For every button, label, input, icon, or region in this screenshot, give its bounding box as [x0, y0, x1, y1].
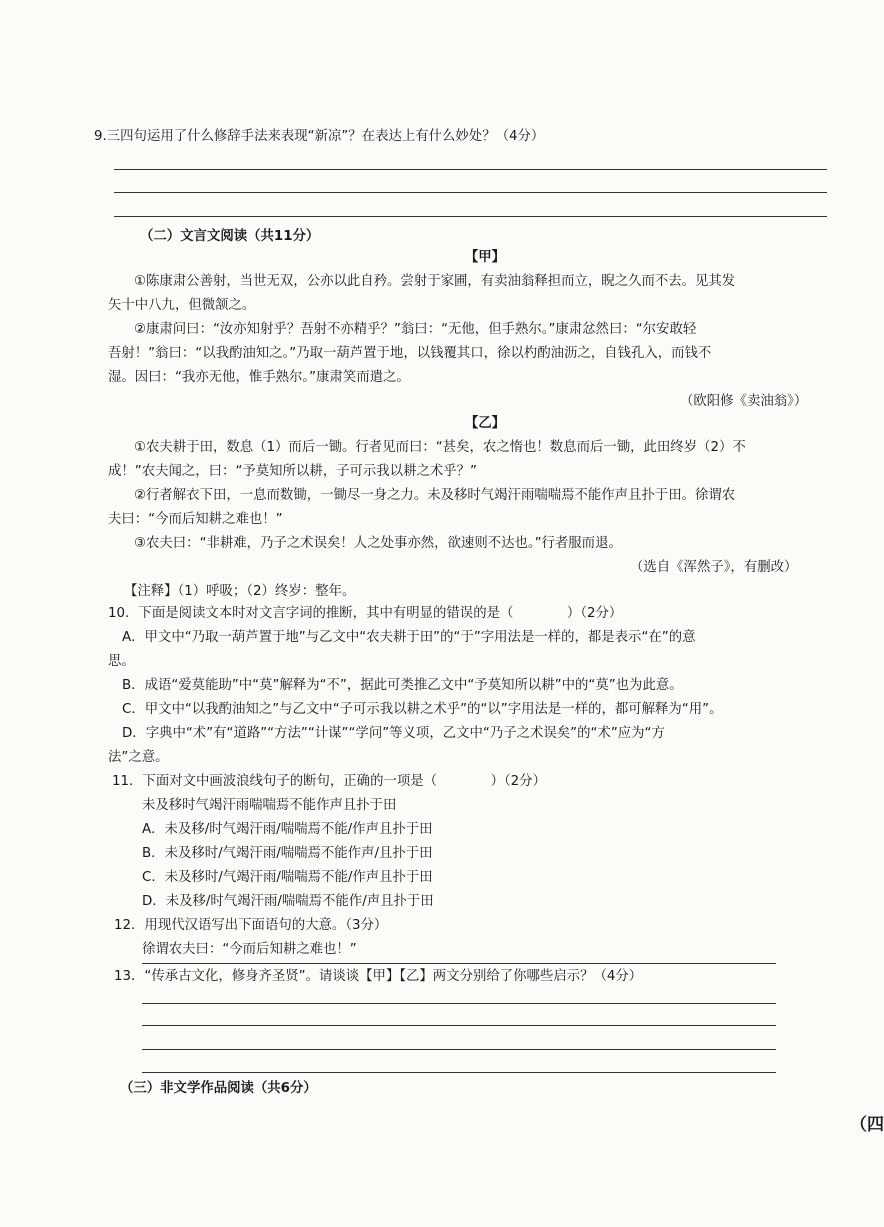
question-10-line: B．成语“爱莫能助”中“莫”解释为“不”，据此可类推乙文中“予莫知所以耕”中的“莫”也为此意。 — [122, 678, 683, 693]
passage-label-yi: 【乙】 — [464, 416, 506, 431]
passage-jia-line: 吾射！”翁曰：“以我酌油知之。”乃取一葫芦置于地，以钱覆其口，徐以杓酌油沥之，自钱孔入，而钱不 — [108, 346, 712, 361]
passage-source: （欧阳修《卖油翁》） — [680, 394, 808, 409]
passage-yi-line: ③农夫曰：“非耕难，乃子之术误矣！人之处事亦然，欲速则不达也。”行者服而退。 — [134, 536, 622, 551]
question-13-stem: 13．“传承古文化，修身齐圣贤”。请谈谈【甲】【乙】两文分别给了你哪些启示？（4分） — [114, 969, 643, 984]
question-11-option: B．未及移时/气竭汗雨/喘喘焉不能作声/且扑于田 — [142, 846, 433, 861]
section-heading: （二）文言文阅读（共11分） — [140, 229, 320, 244]
question-11-sentence: 未及移时气竭汗雨喘喘焉不能作声且扑于田 — [142, 798, 397, 813]
question-11-stem: 11．下面对文中画波浪线句子的断句，正确的一项是（ ）（2分） — [112, 774, 546, 789]
passage-yi-line: ②行者解衣下田，一息而数锄，一锄尽一身之力。未及移时气竭汗雨喘喘焉不能作声且扑于田。徐谓农 — [134, 488, 736, 503]
answer-line — [142, 1003, 776, 1004]
passage-source: （选自《浑然子》，有删改） — [630, 560, 798, 575]
question-10-line: C．甲文中“以我酌油知之”与乙文中“子可示我以耕之术乎”的“以”字用法是一样的，都可解释为“用”。 — [122, 702, 723, 717]
question-10-line: 法”之意。 — [108, 750, 169, 765]
question-11-option: D．未及移/时气竭汗雨/喘喘焉不能作/声且扑于田 — [142, 894, 434, 909]
answer-line — [114, 169, 827, 170]
question-10-line: D．字典中“术”有“道路”“方法”“计谋”“学问”等义项，乙文中“乃子之术误矣”的“术”应为“方 — [122, 726, 665, 741]
question-10-line: A．甲文中“乃取一葫芦置于地”与乙文中“农夫耕于田”的“于”字用法是一样的，都是表示“在”的意 — [122, 630, 696, 645]
passage-yi-line: 成！”农夫闻之，曰：“予莫知所以耕，子可示我以耕之术乎？” — [108, 464, 477, 479]
passage-yi-line: ①农夫耕于田，数息（1）而后一锄。行者见而曰：“甚矣，农之惰也！数息而后一锄，此田终岁（2）不 — [134, 440, 746, 455]
passage-label-jia: 【甲】 — [464, 250, 506, 265]
answer-line — [142, 1072, 776, 1073]
question-11-option: C．未及移时/气竭汗雨/喘喘焉不能/作声且扑于田 — [142, 870, 433, 885]
passage-jia-line: ②康肃问曰：“汝亦知射乎？吾射不亦精乎？”翁曰：“无他，但手熟尔。”康肃忿然曰：“尔安敢轻 — [134, 322, 697, 337]
question-12-sentence: 徐谓农夫曰：“今而后知耕之难也！” — [142, 942, 357, 957]
corner-mark: （四 — [850, 1115, 884, 1135]
section-heading: （三）非文学作品阅读（共6分） — [120, 1081, 317, 1096]
answer-line — [114, 216, 827, 217]
question-11-option: A．未及移/时气竭汗雨/喘喘焉不能/作声且扑于田 — [142, 822, 433, 837]
passage-jia-line: 矢十中八九，但微颔之。 — [108, 298, 256, 313]
answer-line — [142, 1049, 776, 1050]
answer-line — [114, 192, 827, 193]
answer-line — [142, 1025, 776, 1026]
passage-jia-line: 湿。因曰：“我亦无他，惟手熟尔。”康肃笑而遣之。 — [108, 370, 410, 385]
passage-jia-line: ①陈康肃公善射，当世无双，公亦以此自矜。尝射于家圃，有卖油翁释担而立，睨之久而不去。见其发 — [134, 274, 736, 289]
answer-line — [142, 963, 776, 964]
passage-yi-line: 夫曰：“今而后知耕之难也！” — [108, 512, 283, 527]
question-10-stem: 10．下面是阅读文本时对文言字词的推断，其中有明显的错误的是（ ）（2分） — [108, 606, 623, 621]
question-9: 9.三四句运用了什么修辞手法来表现“新凉”？在表达上有什么妙处？（4分） — [94, 129, 545, 144]
annotation-note: 【注释】（1）呼吸；（2）终岁：整年。 — [124, 584, 356, 599]
question-10-line: 思。 — [108, 654, 135, 669]
question-12-stem: 12．用现代汉语写出下面语句的大意。（3分） — [114, 918, 388, 933]
